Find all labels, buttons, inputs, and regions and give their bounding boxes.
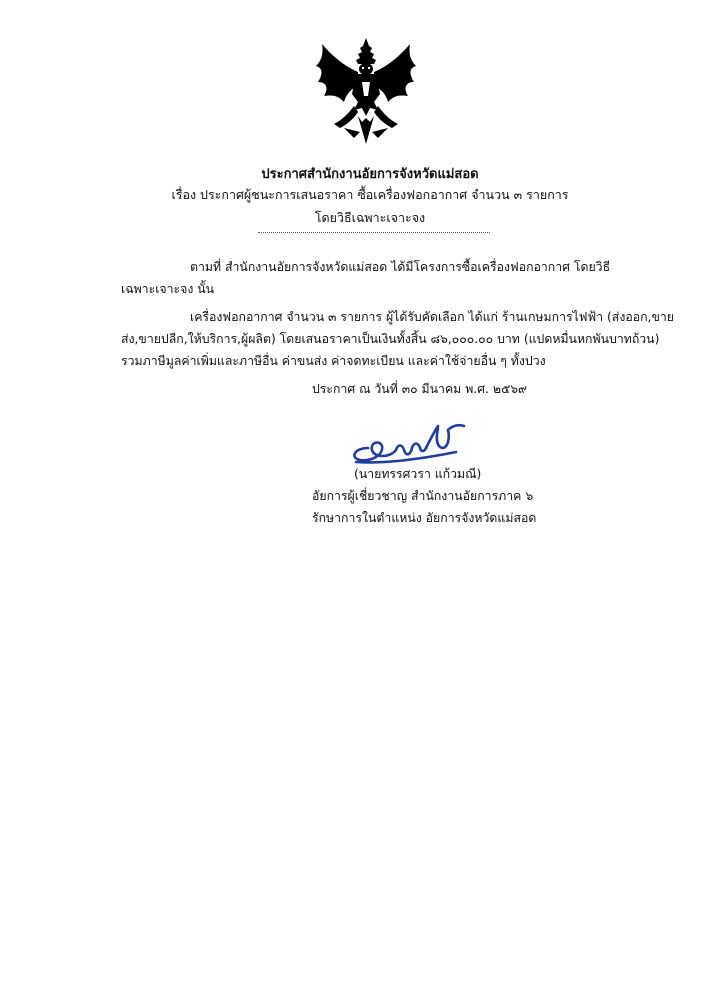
paragraph-2-line-1: เครื่องฟอกอากาศ จำนวน ๓ รายการ ผู้ได้รับคัดเลือก ได้แก่ ร้านเกษมการไฟฟ้า (ส่งออก,ขาย (190, 310, 674, 324)
signer-name: (นายทรรศวรา แก้วมณี) (354, 467, 482, 481)
announcement-title: ประกาศสำนักงานอัยการจังหวัดแม่สอด (261, 167, 479, 182)
paragraph-2-line-2: ส่ง,ขายปลีก,ให้บริการ,ผู้ผลิต) โดยเสนอราคาเป็นเงินทั้งสิ้น ๘๖,๐๐๐.๐๐ บาท (แปดหมื่นหกพันบาทถ้วน) (121, 332, 660, 346)
announcement-subject: เรื่อง ประกาศผู้ชนะการเสนอราคา ซื้อเครื่องฟอกอากาศ จำนวน ๓ รายการ (171, 187, 569, 202)
signer-position: อัยการผู้เชี่ยวชาญ สำนักงานอัยการภาค ๖ (312, 489, 534, 503)
paragraph-1-line-2: เฉพาะเจาะจง นั้น (121, 282, 215, 296)
announcement-date: ประกาศ ณ วันที่ ๓๐ มีนาคม พ.ศ. ๒๕๖๙ (312, 382, 528, 396)
garuda-emblem-icon (314, 36, 418, 146)
dotted-divider (258, 232, 490, 233)
signer-acting-position: รักษาการในตำแหน่ง อัยการจังหวัดแม่สอด (312, 511, 537, 525)
handwritten-signature (346, 418, 476, 468)
paragraph-1-line-1: ตามที่ สำนักงานอัยการจังหวัดแม่สอด ได้มีโครงการซื้อเครื่องฟอกอากาศ โดยวิธี (190, 260, 611, 274)
paragraph-2-line-3: รวมภาษีมูลค่าเพิ่มและภาษีอื่น ค่าขนส่ง ค่าจดทะเบียน และค่าใช้จ่ายอื่น ๆ ทั้งปวง (121, 354, 546, 368)
procurement-method: โดยวิธีเฉพาะเจาะจง (314, 210, 426, 225)
